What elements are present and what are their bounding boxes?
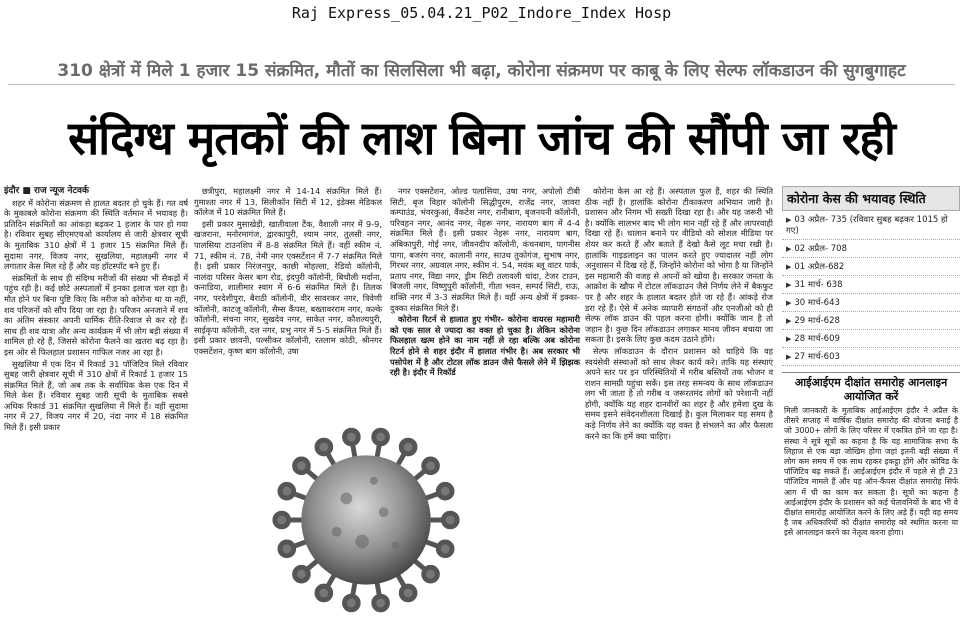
paragraph: नगर एक्सटेंशन, ओल्ड पलासिया, उषा नगर, अपोलो टीबी सिटी, बृज विहार कॉलोनी सिद्धीपुरम, राजेंद्र नगर, जावरा कम्पाउंड, भंवरकुआं, वैंकटेश नगर, रानीबाग, बृजनयनी कॉलोनी, परिवहन नगर, आनंद नगर, नेहरू नगर, नारायण बाग में 4-4 संक्रमित मिले हैं। इसी प्रकार नेहरू नगर, नारायण बाग, अंबिकापुरी, गोई नगर, जीवनदीप कॉलोनी, कंचनबाग, पागनीस पागा, बजरंग नगर, कालानी नगर, साउथ तुकोगंज, सुभाष नगर, गिरधर नगर, अग्रवाल नगर, स्कीम नं. 54, मयंक ब्लू वाटर पार्क, प्रताप नगर, विद्या नगर, ड्रीम सिटी तलावली चांदा, टेजर टाउन, बिजली नगर, विष्णुपुरी कॉलोनी, गीता भवन, सम्पर्द सिटी, राऊ, शक्ति नगर में 3-3 संक्रमित मिले हैं। वहीं अन्य क्षेत्रों में इक्का-दुक्का संक्रमित मिले हैं। <box>390 186 580 313</box>
list-item <box>782 294 960 312</box>
article-body <box>0 186 776 500</box>
kicker-subheadline: 310 क्षेत्रों में मिले 1 हजार 15 संक्रमित, मौतों का सिलसिला भी बढ़ा, कोरोना संक्रमण पर काबू के लिए सेल्फ लॉकडाउन की सुगबुगाहट <box>8 58 955 85</box>
arrow-icon: ▶ <box>786 299 792 307</box>
list-item <box>782 240 960 258</box>
article-column-4 <box>585 186 773 500</box>
article-column-1 <box>4 186 188 500</box>
stat-text: 31 मार्च- 638 <box>794 280 843 290</box>
page-caption: Raj Express_05.04.21_P02_Indore_Index Hosp <box>291 4 672 22</box>
paragraph: कोरोना रिटर्न से हालात हुए गंभीर- कोरोना वायरस महामारी को एक साल से ज्यादा का वक्त हो चुका है। लेकिन कोरोना फिलहाल खत्म होने का नाम नहीं ले रहा बल्कि अब कोरोना रिटर्न होने से शहर इंदौर में हालात गंभीर है। अब सरकार भी पसोपेश में है और टोटल लॉक डाउन जैसे फैसले लेने में झिझक रही है। इंदौर में रिकॉर्ड <box>390 314 580 378</box>
list-item <box>782 348 960 366</box>
case-stats-list <box>782 211 960 366</box>
sidebar-title: कोरोना केस की भयावह स्थिति <box>782 186 960 211</box>
paragraph: सुखलिया में एक दिन में रिकार्ड 31 पॉजिटिव मिले रविवार सुबह जारी क्षेत्रवार सूची में 310 क्षेत्रों में रिकार्ड 1 हजार 15 संक्रमित मिले हैं, जो अब तक के सर्वाधिक केस एक दिन में मिले केस हैं। रविवार सुबह जारी सूची के मुताबिक सबसे अधिक रिकार्ड 31 संक्रमित सुखलिया में मिले हैं। वहीं सुदामा नगर में 27, विजय नगर में 20, नंदा नगर में 18 संक्रमित मिले हैं। इसी प्रकार <box>4 358 188 433</box>
byline: इंदौर ■ राज न्यूज नेटवर्क <box>4 186 89 196</box>
paragraph: इसी प्रकार मुसाखेड़ी, खातीवाला टैंक, वैशाली नगर में 9-9, खजराना, मनोरमागंज, द्वारकापुरी, श्याम नगर, तुलसी नगर, पालसिया टाउनशिप में 8-8 संक्रमित मिले हैं। वहीं स्कीम नं. 71, स्कीम नं. 78, नेमी नगर एक्सटेंशन में 7-7 संक्रमित मिले हैं। इसी प्रकार निरंजनपुर, काछी मोहल्ला, रेडियो कॉलोनी, नालंदा परिसर केसर बाग रोड, इंदपुरी कॉलोनी, बिचौली मर्दाना, कनाडिया, शालीमार स्वाग में 6-6 संक्रमित मिले हैं। तिलक नगर, परदेशीपुरा, बैराठी कॉलोनी, वीर सावरकर नगर, त्रिवेणी कॉलोनी, काटजू कॉलोनी, सैम्स कैंपस, बख्तावरराम नगर, कल्के कॉलोनी, संचना नगर, सुखदेव नगर, साकेत नगर, कौशल्यपुरी, साईकृपा कॉलोनी, दत्त नगर, प्रभु नगर में 5-5 संक्रमित मिले हैं। इसी प्रकार छावनी, पल्सीकर कॉलोनी, रतलाम कोठी, श्रीनगर एक्सटेंशन, कृष्ण बाग कॉलोनी, उषा <box>194 218 382 356</box>
list-item <box>782 312 960 330</box>
stat-text: 28 मार्च-609 <box>794 334 840 344</box>
arrow-icon: ▶ <box>786 317 792 325</box>
paragraph: संक्रमितों के साथ ही संदिग्ध मरीजों की संख्या भी सैकड़ों में पहुंच रही है। कई छोटे अस्पतालों में इनका इलाज चल रहा है। मौत होने पर बिना पुष्टि किए कि मरीज को कोरोना था या नहीं, शव परिजनों को सौंप दिया जा रहा है। परिजन अनजाने में शव का अंतिम संस्कार अपनी धार्मिक रीति-रिवाज से कर रहे हैं। साथ ही शव यात्रा और अन्य कार्यक्रम में भी लोग बड़ी संख्या में शामिल हो रहे हैं, जिससे कोरोना फैलने का खतरा बढ़ रहा है। इस ओर से फिलहाल प्रशासन गाफिल नजर आ रहा है। <box>4 272 188 357</box>
arrow-icon: ▶ <box>786 263 792 271</box>
stat-text: 03 अप्रैल- 735 (रविवार सुबह बढ़कर 1015 हो गए) <box>786 215 948 236</box>
sidebar-subheadline: आईआईएम दीक्षांत समारोह आनलाइन आयोजित करें <box>782 372 960 404</box>
stat-text: 02 अप्रैल- 708 <box>794 244 847 254</box>
sidebar-box <box>782 186 960 538</box>
list-item <box>782 330 960 348</box>
list-item <box>782 211 960 240</box>
sidebar-body-text: मिली जानकारी के मुताबिक आईआईएम इंदौर ने अप्रैल के तीसरे सप्ताह में वार्षिक दीक्षांत समारोह की योजना बनाई है जो 3000+ लोगों के लिए परिसर में एकत्रित होने जा रहा है। संस्था ने सूत्रे सूत्रों का कहना है कि यह सामाजिक सभा के लिहाज से एक बड़ा जोखिम होगा जहां इतनी बड़ी संख्या में लोग कम समय में एक साथ रहकर इकट्ठा होंगे और कोविड के पॉजिटिव बढ़ सकते हैं। आईआईएम इंदौर में पहले से ही 23 पॉजिटिव मामले हैं और यह ऑन-कैंपस दीक्षांत समारोह सिर्फ आग में घी का काम कर सकता है। सूत्रों का कहना है आईआईएम इंदौर के प्रशासन को कई चेतावनियों के बाद भी वे दीक्षांत समारोह आयोजित करने के लिए अड़े हैं। यही वह समय है जब अधिकारियों को दीक्षांत समारोह को स्थगित करना या इसे आनलाइन करने का नेतृत्व करना होगा। <box>784 406 958 538</box>
paragraph: कोरोना केस आ रहे हैं। अस्पताल फुल हैं, शहर की स्थिति ठीक नहीं है। हालांकि कोरोना टीकाकरण अभियान जारी है। प्रशासन और निगम भी सख्ती दिखा रहा है। और यह जरूरी भी है। क्योंकि सालभर बाद भी लोग मान नहीं रहे हैं और लापरवाही दिखा रहे हैं। चालान बनाने पर वीडियो को सोशल मीडिया पर शेयर कर करते हैं और बताते हैं देखो कैसे लूट मचा रखी है। हालांकि गाइडलाइन का पालन करते हुए ज्यादातर नहीं लोग अनुशासन में दिख रहे हैं, जिन्होंने कोरोना को भोगा है या जिन्होंने इस महामारी की वजह से अपनों को खोया है। सरकार जनता के आक्रोश के खौफ में टोटल लॉकडाउन जैसे निर्णय लेने में बैकफुट पर है और शहर के हालात बदतर होते जा रहे हैं। आंकड़े रोज डरा रहे हैं। ऐसे में अनेक व्यापारी संगठनों और एनजीओ को ही सेल्फ लॉक डाउन की पहल करना होगी। क्योंकि जान है तो जहान है। कुछ दिन लॉकडाउन लगाकर मानव जीवन बचाया जा सकता है। इसके लिए कुछ कदम उठाने होंगे। <box>585 186 773 345</box>
arrow-icon: ▶ <box>786 281 792 289</box>
stat-text: 30 मार्च-643 <box>794 298 840 308</box>
arrow-icon: ▶ <box>786 216 792 224</box>
arrow-icon: ▶ <box>786 335 792 343</box>
paragraph: शहर में कोरोना संक्रमण से हालत बदतर हो चुके हैं। गत वर्ष के मुकाबले कोरोना संक्रमण की स्थिति वर्तमान में भयावह है। प्रतिदिन संक्रमितों का आंकड़ा बढ़कर 1 हजार के पार हो गया है। रविवार सुबह सीएमएचओ कार्यालय से जारी क्षेत्रवार सूची के मुताबिक 310 क्षेत्रों में 1 हजार 15 संक्रमित मिले हैं। सुदामा नगर, विजय नगर, सुखलिया, महालक्ष्मी नगर में लगातार केस मिल रहे हैं और यह हॉटस्पॉट बने हुए हैं। <box>4 197 188 272</box>
arrow-icon: ▶ <box>786 353 792 361</box>
stat-text: 27 मार्च-603 <box>794 352 840 362</box>
paragraph: छत्रीपुरा, महालक्ष्मी नगर में 14-14 संक्रमित मिले हैं। गुमाश्ता नगर में 13, सिलीकॉन सिटी में 12, इंडेक्स मेडिकल कॉलेज में 10 संक्रमित मिले हैं। <box>194 186 382 218</box>
list-item <box>782 258 960 276</box>
stat-text: 01 अप्रैल-682 <box>794 262 845 272</box>
main-headline: संदिग्ध मृतकों की लाश बिना जांच की सौंपी जा रही <box>68 111 895 165</box>
list-item <box>782 276 960 294</box>
arrow-icon: ▶ <box>786 245 792 253</box>
stat-text: 29 मार्च-628 <box>794 316 840 326</box>
paragraph: सेल्फ लॉकडाउन के दौरान प्रशासन को चाहिये कि वह स्वयंसेवी संस्थाओं को साथ लेकर कार्य करे। ताकि यह संस्थाएं अपने स्तर पर इन परिस्थितियों में गरीब बस्तियों तक भोजन व राशन सामग्री पहुंचा सकें। इस तरह समन्वय के साथ लॉकडाउन लग भी जाता है तो गरीब व जरूरतमंद लोगों को परेशानी नहीं होगी, क्योंकि यह शहर दानवीरों का शहर है और हमेशा दुख के समय इसने संवेदनशीलता दिखाई है। कुल मिलाकर यह समय है कड़े निर्णय लेने का क्योंकि यह वक्त है संभलने का और फैसला करने का कि हमें क्या चाहिए। <box>585 345 773 441</box>
coronavirus-image <box>268 422 464 618</box>
